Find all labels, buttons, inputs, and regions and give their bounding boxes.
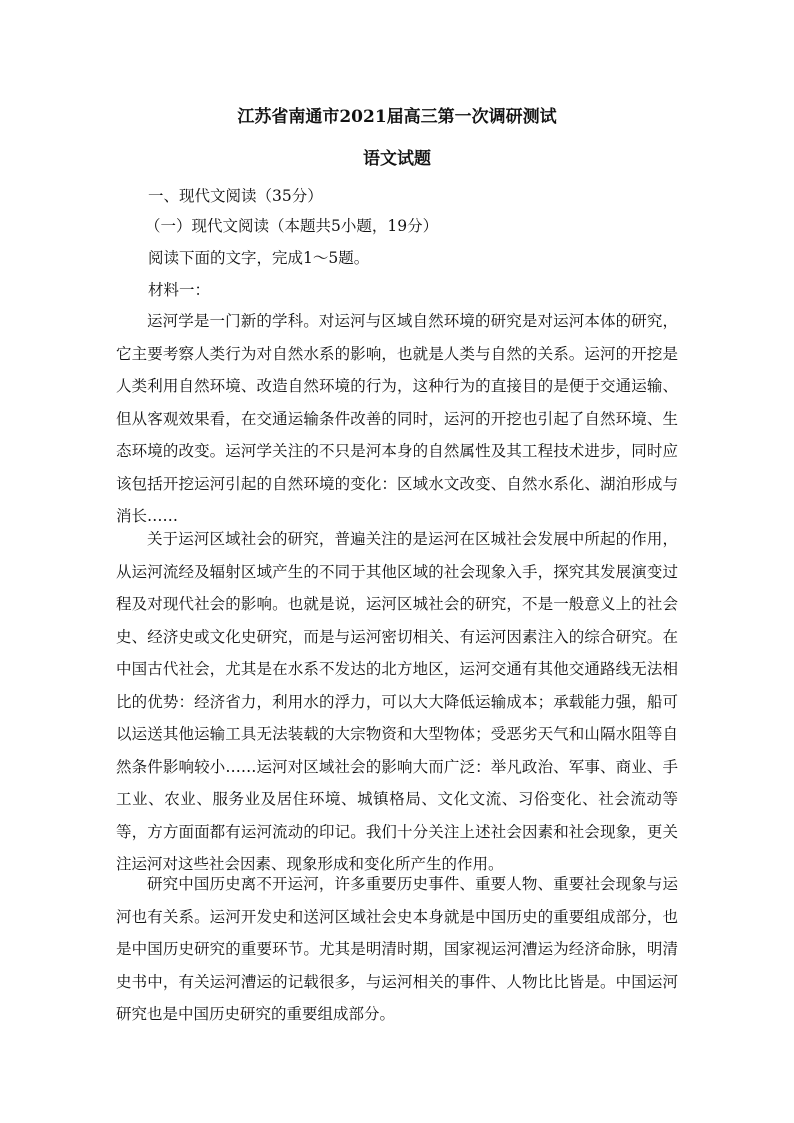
passage-paragraph-2: 关于运河区域社会的研究，普遍关注的是运河在区城社会发展中所起的作用，从运河流经及辐射区域产生的不同于其他区域的社会现象入手，探究其发展演变过程及对现代社会的影响。也就是说，运河区城社会的研究，不是一般意义上的社会史、经济史或文化史研究，而是与运河密切相关、有运河因素注入的综合研究。在中国古代社会，尤其是在水系不发达的北方地区，运河交通有其他交通路线无法相比的优势：经济省力，利用水的浮力，可以大大降低运输成本；承载能力强，船可以运送其他运输工具无法装载的大宗物资和大型物体；受恶劣天气和山隔水阻等自然条件影响较小……运河对区域社会的影响大而广泛：举凡政治、军事、商业、手工业、农业、服务业及居住环境、城镇格局、文化文流、习俗变化、社会流动等等，方方面面都有运河流动的印记。我们十分关注上述社会因素和社会现象，更关注运河对这些社会因素、现象形成和变化所产生的作用。: [116, 530, 678, 873]
subsection-heading: （一）现代文阅读（本题共5小题，19分）: [145, 217, 439, 235]
passage-paragraph-1: 运河学是一门新的学科。对运河与区域自然环境的研究是对运河本体的研究，它主要考察人类行为对自然水系的影响，也就是人类与自然的关系。运河的开挖是人类利用自然环境、改造自然环境的行为，这种行为的直接目的是便于交通运输、但从客观效果看，在交通运输条件改善的同时，运河的开挖也引起了自然环境、生态环境的改变。运河学关注的不只是河本身的自然属性及其工程技术进步，同时应该包括开挖运河引起的自然环境的变化：区域水文改变、自然水系化、湖泊形成与消长……: [116, 312, 678, 525]
section-heading: 一、现代文阅读（35分）: [148, 187, 323, 205]
exam-subtitle: 语文试题: [363, 149, 431, 169]
reading-instruction: 阅读下面的文字，完成1～5题。: [148, 249, 370, 267]
exam-title: 江苏省南通市2021届高三第一次调研测试: [237, 107, 557, 127]
material-label: 材料一：: [148, 281, 211, 299]
passage-paragraph-3: 研究中国历史离不开运河，许多重要历史事件、重要人物、重要社会现象与运河也有关系。运河开发史和送河区域社会史本身就是中国历史的重要组成部分，也是中国历史研究的重要环节。尤其是明清时期，国家视运河漕运为经济命脉，明清史书中，有关运河漕运的记载很多，与运河相关的事件、人物比比皆是。中国运河研究也是中国历史研究的重要组成部分。: [116, 875, 678, 1023]
